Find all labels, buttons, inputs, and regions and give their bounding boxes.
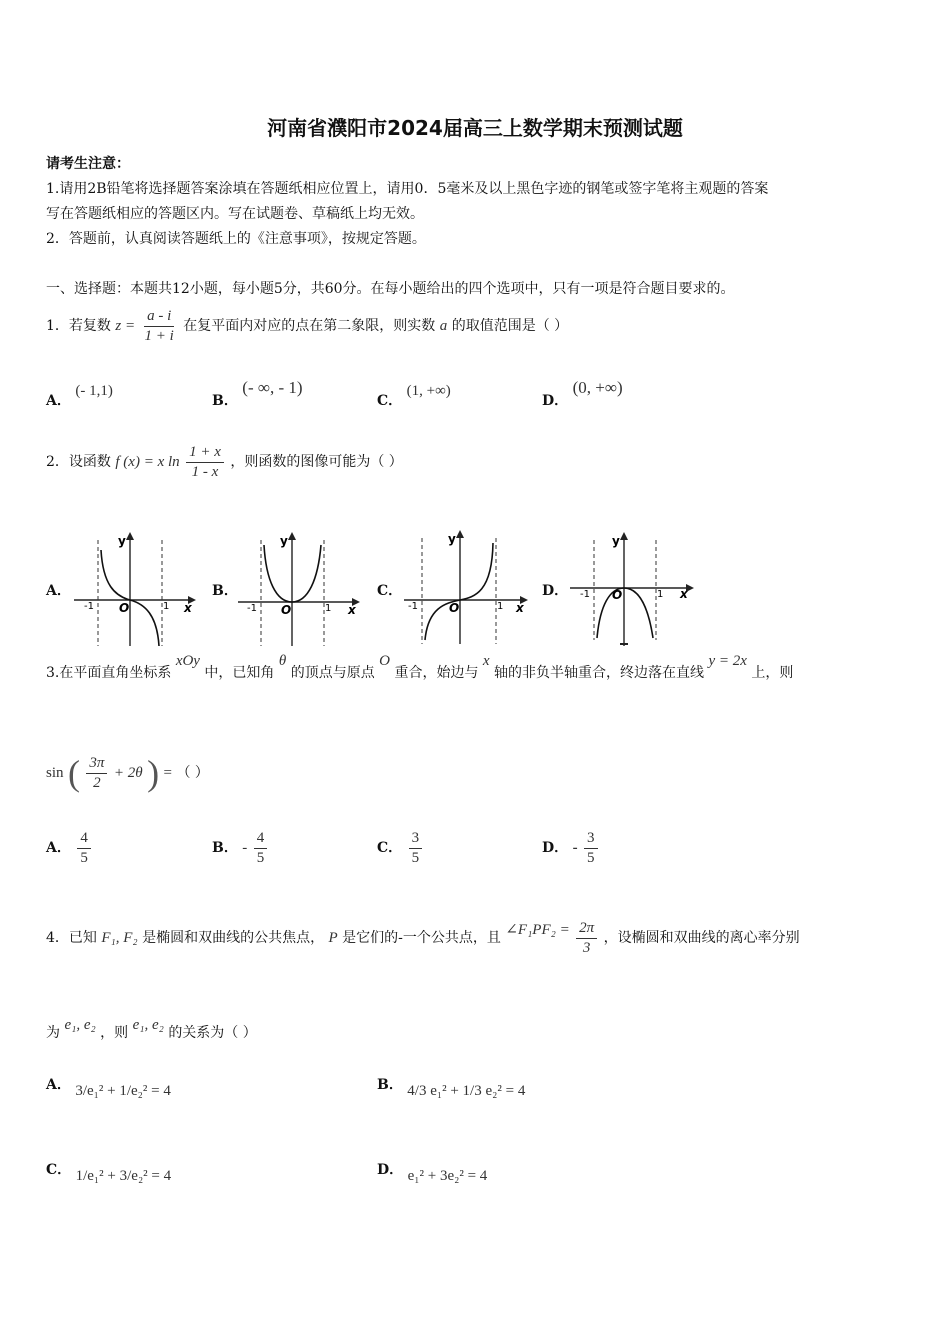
question-2: 2．设函数 f (x) = x ln $\frac{1 + x}{1 - x}$ ，则函数的图像可能为（ ） (46, 444, 403, 480)
q1-option-c[interactable]: C． (1, +∞) (377, 383, 451, 409)
svg-text:x: x (516, 601, 524, 615)
page-title: 河南省濮阳市2024届高三上数学期末预测试题 (267, 116, 683, 140)
q2-graph-a (70, 530, 200, 648)
q3-option-a[interactable]: A． $\frac{4}{5}$ (46, 830, 93, 866)
notice-item-1-line-1: 1.请用2B铅笔将选择题答案涂填在答题纸相应位置上，请用0．5毫米及以上黑色字迹的钢笔或签字笔将主观题的答案 (46, 181, 769, 197)
svg-text:1: 1 (657, 589, 664, 600)
notice-item-1-line-2: 写在答题纸相应的答题区内。写在试题卷、草稿纸上均无效。 (46, 206, 424, 222)
q2-option-b[interactable]: B． (212, 583, 238, 599)
svg-text:1: 1 (497, 601, 504, 612)
q2-graph-c (400, 528, 532, 646)
q2-option-d[interactable]: D． (542, 583, 569, 599)
q1-option-b[interactable]: B． (- ∞, - 1) (212, 378, 303, 409)
q2-graph-a-tick-neg: -1 (84, 601, 94, 612)
q3-fraction: $\frac{3\pi}{2}$ (86, 755, 107, 791)
q2-graph-d (566, 530, 698, 648)
q1-fraction: $\frac{a - i}{1 + i}$ (144, 308, 174, 344)
q3-option-b[interactable]: B． - $\frac{4}{5}$ (212, 830, 269, 866)
q2-option-c[interactable]: C． (377, 583, 403, 599)
svg-text:-1: -1 (408, 601, 418, 612)
q2-option-a[interactable]: A． (46, 583, 71, 599)
notice-item-2: 2．答题前，认真阅读答题纸上的《注意事项》，按规定答题。 (46, 231, 426, 247)
q2-graph-a-x-label: x (184, 601, 192, 615)
svg-text:1: 1 (325, 603, 332, 614)
question-4: 4．已知 F₁, F₂ 是椭圆和双曲线的公共焦点， P 是它们的-一个公共点，且 ∠F₁PF₂ = $\frac{2\pi}{3}$ ，设椭圆和双曲线的离心率分别 (46, 920, 800, 956)
notice-heading: 请考生注意： (46, 156, 130, 172)
q1-option-a[interactable]: A． (- 1,1) (46, 383, 113, 409)
q4-option-c[interactable]: C． 1/e₁² + 3/e₂² = 4 (46, 1162, 172, 1184)
q4-option-b[interactable]: B． 4/3 e₁² + 1/3 e₂² = 4 (377, 1077, 526, 1099)
question-4-line-2: 为 e₁, e₂ ，则 e₁, e₂ 的关系为（ ） (46, 1017, 257, 1041)
q2-graph-d-curve (597, 588, 653, 638)
svg-text:x: x (680, 587, 688, 601)
q2-graph-a-axes (74, 538, 188, 646)
svg-text:-1: -1 (247, 603, 257, 614)
q2-fraction: $\frac{1 + x}{1 - x}$ (186, 444, 224, 480)
svg-text:y: y (612, 534, 620, 548)
question-3: 3.在平面直角坐标系 xOy 中，已知角 θ 的顶点与原点 O 重合，始边与 x 轴的非负半轴重合，终边落在直线 y = 2x 上，则 (46, 653, 794, 681)
q3-option-c[interactable]: C． $\frac{3}{5}$ (377, 830, 424, 866)
svg-text:O: O (612, 588, 623, 602)
q4-fraction: $\frac{2\pi}{3}$ (576, 920, 597, 956)
q4-option-d[interactable]: D． e₁² + 3e₂² = 4 (377, 1162, 488, 1184)
q3-option-d[interactable]: D． - $\frac{3}{5}$ (542, 830, 600, 866)
q1-option-d[interactable]: D． (0, +∞) (542, 378, 623, 409)
q2-graph-a-tick-pos: 1 (163, 601, 170, 612)
question-1: 1．若复数 z = $\frac{a - i}{1 + i}$ 在复平面内对应的点在第二象限，则实数 a 的取值范围是（ ） (46, 308, 569, 344)
svg-text:O: O (281, 603, 292, 617)
q2-graph-c-curve (425, 543, 493, 640)
svg-text:O: O (449, 601, 460, 615)
q2-graph-b (234, 530, 364, 648)
q4-option-a[interactable]: A． 3/e₁² + 1/e₂² = 4 (46, 1077, 171, 1099)
section-heading: 一、选择题：本题共12小题，每小题5分，共60分。在每小题给出的四个选项中，只有一项是符合题目要求的。 (46, 281, 735, 297)
svg-text:x: x (348, 603, 356, 617)
svg-text:y: y (448, 532, 456, 546)
svg-text:-1: -1 (580, 589, 590, 600)
q2-graph-a-origin: O (119, 601, 130, 615)
question-3-expression: sin ( $\frac{3\pi}{2}$ + 2θ ) = （ ） (46, 753, 209, 793)
q2-graph-a-y-label: y (118, 534, 126, 548)
svg-text:y: y (280, 534, 288, 548)
